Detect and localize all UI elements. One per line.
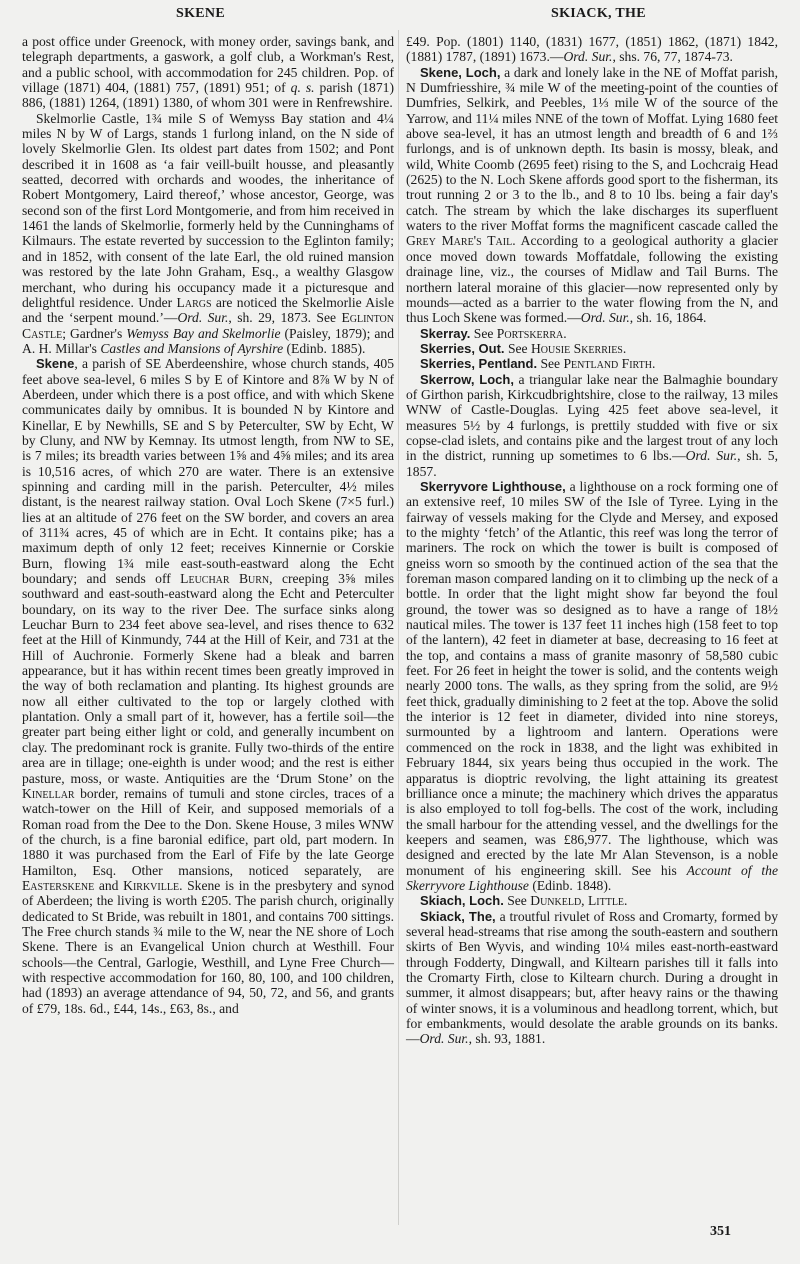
entry-headword: Skene, Loch, [420, 64, 501, 80]
entry-headword: Skerries, Pentland. [420, 356, 538, 372]
entry-text: . [624, 893, 628, 909]
cross-reference: Easterskene [22, 877, 95, 893]
column-divider [398, 30, 399, 1225]
entry-text: , sh. 93, 1881. [468, 1031, 546, 1047]
entry-text: , sh. 29, 1873. See [228, 310, 342, 326]
running-header-left: SKENE [176, 6, 225, 21]
gazetteer-entry [406, 909, 778, 1047]
entry-text: (Edinb. 1848). [528, 877, 612, 893]
entry-text: , creeping 3⅝ miles southward and east-south-eastward along the Echt and Peterculter boundary, on its way to the river Dee. The surface sinks along Leuchar Burn to 234 feet above sea-level, and rises thence to 632 feet at the Hill of Kinmundy, 744 at the Hill of Keir, and 731 at the Hill of Auchronie. Formerly Skene had a bleak and barren appearance, but it has within recent times been greatly improved in the way of both reclamation and planting. Its highest grounds are now all either cultivated to the top or largely clothed with plantation. Only a small part of it, however, has a fertile soil—the greater part being either light or cold, and generally incumbent on clay. The predominant rock is granite. Fully two-thirds of the entire area are in tillage; one-eighth is under wood; and the rest is either pasture, moss, or waste. Antiquities are the ‘Drum Stone’ on the [22, 571, 394, 786]
gazetteer-entry [406, 341, 778, 356]
entry-text: border, remains of tumuli and stone circles, traces of a watch-tower on the Hill of Keir, and supposed memorials of a Roman road from the Dee to the Don. Skene House, 3 miles WNW of the church, is a fine baronial edifice, part old, part modern. In 1880 it was purchased from the Earl of Fife by the late George Hamilton, Esq. Other mansions, noticed separately, are [22, 785, 394, 878]
entry-text: . [651, 356, 656, 372]
entry-headword: Skerries, Out. [420, 340, 505, 356]
cross-reference: Portskerra [496, 325, 564, 341]
entry-text: , sh. 16, 1864. [629, 310, 707, 326]
italic-text: Ord. Sur. [685, 448, 738, 464]
entry-text: a triangular lake near the Balmaghie boundary of Girthon parish, Kirkcudbrightshire, close to the railway, 13 miles WNW of Castle-Douglas. Lying 425 feet above sea-level, it measures 5½ by 4 furlongs, is prettily studded with five or six copse-clad islets, and contains pike and the largest trout of any loch in the district, running up sometimes to 6 lbs.— [406, 371, 778, 464]
entry-headword: Skiach, Loch. [420, 893, 504, 909]
entry-text: and [94, 877, 124, 893]
entry-text: (Edinb. 1885). [283, 340, 366, 356]
entry-text: See [503, 893, 531, 909]
entry-text: £49. Pop. (1801) 1140, (1831) 1677, (1851) 1862, (1871) 1842, (1881) 1787, (1891) 1673.— [406, 34, 778, 65]
cross-reference: Pentland Firth [563, 356, 652, 372]
gazetteer-entry [22, 34, 394, 111]
entry-text: parish (1871) 886, (1881) 1264, (1891) 1380, of whom 301 were in Renfrewshire. [22, 80, 394, 111]
cross-reference: Kinellar [22, 785, 75, 801]
gazetteer-entry [406, 893, 778, 908]
entry-text: See [470, 325, 497, 341]
entry-text: . According to a geological authority a glacier once moved down towards Moffatdale, following the existing drainage line, viz., the courses of Midlaw and Tail Burns. The northern lateral moraine of this glacier—now represented only by mounds—acted as a barrier to the water flowing from the N, and thus Loch Skene was formed.— [406, 233, 778, 326]
entry-text: a lighthouse on a rock forming one of an extensive reef, 10 miles SW of the Isle of Tyree. Lying in the fairway of vessels making for the Clyde and Mersey, and exposed to the mighty ‘fetch’ of the Atlantic, this reef was long the terror of mariners. The rock on which the tower is built is composed of gneiss worn so smooth by the continued action of the sea that the foreman mason compared landing on it to climbing up the neck of a bottle. In order that the light might show far beyond the foul ground, the tower was so designed as to have a range of 18½ nautical miles. The tower is 137 feet 11 inches high (158 feet to top of the lantern), 42 feet in diameter at base, decreasing to 16 feet at the top, and contains a mass of granite masonry of 58,580 cubic feet. For 26 feet in height the tower is solid, and the contents weigh nearly 2000 tons. The walls, as they spring from the solid, are 9½ feet thick, gradually diminishing to 2 feet at the top. Above the solid the interior is 12 feet in diameter, divided into nine storeys, surmounted by a lightroom and lantern. Operations were commenced on the rock in 1838, and the light was exhibited in February 1844, six years being thus occupied in the work. The apparatus is dioptric revolving, the light attaining its greatest brilliance once a minute; the machinery which drives the apparatus is also employed to toll fog-bells. The cost of the work, including the small harbour for the attending vessel, and the dwellings for the keepers and seamen, was £86,977. The lighthouse, which was designed and erected by the late Mr Alan Stevenson, is a noble monument of his engineering skill. See his [406, 478, 778, 878]
entry-text: , sh. 5, 1857. [406, 448, 778, 479]
italic-text: Ord. Sur. [563, 49, 613, 65]
cross-reference: Leuchar Burn [180, 571, 270, 587]
entry-text: Skelmorlie Castle, 1¾ mile S of Wemyss Bay station and 4¼ miles N by W of Largs, stands 1 furlong inland, on the N side of lovely Skelmorlie Glen. Its oldest part dates from 1502; and Pont described it in 1608 as ‘a fair veill-built housse, and pleasantly seatted, decorred with orchards and woodes, the inheritance of Robert Montgomery, Laird thereof,’ whose ancestor, George, was second son of the first Lord Montgomerie, and from him received in 1461 the lands of Skelmorlie, formerly held by the Cunninghams of Kilmaurs. The estate reverted by succession to the Eglinton family; and in 1852, with consent of the late Earl, the old ruined mansion was restored by the late John Graham, Esq., a wealthy Glasgow merchant, who during his occupancy made it a picturesque and delightful residence. Under [22, 110, 394, 310]
entry-headword: Skiack, The, [420, 908, 496, 924]
cross-reference: Largs [176, 294, 212, 310]
entry-text: a post office under Greenock, with money order, savings bank, and telegraph departments, a gaswork, a golf club, a Workman's Rest, and a public school, with accommodation for 245 children. Pop. of village (1871) 404, (1881) 757, (1891) 951; of [22, 34, 394, 96]
italic-text: Account of the Skerryvore Lighthouse [406, 862, 778, 893]
italic-text: Ord. Sur. [177, 310, 229, 326]
entry-headword: Skerrow, Loch, [420, 371, 514, 387]
gazetteer-entry [22, 356, 394, 1016]
entry-text: , a parish of SE Aberdeenshire, whose church stands, 405 feet above sea-level, 6 miles S by E of Kintore and 8⅞ W by N of Aberdeen, under which there is a post office, and with which Skene communicates daily by omnibus. It is bounded N by Kintore and Kinellar, E by Newhills, SE and S by Peterculter, SW by Echt, W by Cluny, and NW by Kemnay. Its utmost length, from NW to SE, is 7 miles; its breadth varies between 1⅝ and 4⅝ miles; and its area is 10,516 acres, of which 270 are water. There is an extensive spinning and carding mill in the parish. Peterculter, 4½ miles distant, is the nearest railway station. Oval Loch Skene (7×5 furl.) lies at an altitude of 276 feet on the SW border, and covers an area of 311¾ acres, 45 of which are in Echt. It contains pike; has a maximum depth of only 12 feet; receives Kinnernie or Corskie Burn, flowing 1¾ mile east-south-eastward along the Echt boundary; and sends off [22, 356, 394, 587]
gazetteer-entry [406, 326, 778, 341]
entry-text: . [622, 340, 627, 356]
entry-text: See [504, 340, 531, 356]
italic-text: Ord. Sur. [419, 1031, 469, 1047]
entry-text: (Paisley, 1879); and A. H. Millar's [22, 325, 394, 356]
gazetteer-entry [406, 372, 778, 479]
gazetteer-entry [406, 479, 778, 893]
cross-reference: Kirkville [123, 877, 180, 893]
entry-text: are noticed the Skelmorlie Aisle and the ‘serpent mound.’— [22, 294, 394, 326]
right-column [406, 34, 778, 1047]
running-header-right: SKIACK, THE [551, 6, 646, 21]
italic-text: Wemyss Bay and Skelmorlie [126, 325, 281, 341]
entry-text: . Skene is in the presbytery and synod of Aberdeen; the living is worth £205. The parish church, originally dedicated to St Bride, was rebuilt in 1801, and contains 700 sittings. The Free church stands ¾ mile to the W, near the NE shore of Loch Skene. There is an Evangelical Union church at Westhill. Four schools—the Central, Garlogie, Westhill, and Lyne Free Church—with respective accommodation for 160, 80, 100, and 100 children, had (1893) an average attendance of 94, 50, 72, and 56, and grants of £79, 18s. 6d., £44, 14s., £63, 8s., and [22, 877, 394, 1016]
entry-text: a troutful rivulet of Ross and Cromarty, formed by several head-streams that rise among the south-eastern and southern skirts of Ben Wyvis, and winding 10¼ miles east-north-eastward through Fodderty, Dingwall, and Kiltearn parishes till it falls into the Cromarty Firth, close to Kiltearn church. During a drought in summer, it almost disappears; but, after heavy rains or the thawing of winter snows, it is a voluminous and headlong torrent, which, but for embankments, would desolate the arable grounds on its banks.— [406, 908, 778, 1047]
gazetteer-entry [406, 65, 778, 326]
italic-text: q. s. [290, 80, 315, 96]
cross-reference: Housie Skerries [530, 340, 623, 356]
page-number: 351 [710, 1224, 731, 1239]
entry-text: ; Gardner's [62, 325, 127, 341]
cross-reference: Dunkeld, Little [530, 893, 625, 909]
entry-text: a dark and lonely lake in the NE of Moffat parish, N Dumfriesshire, ¾ mile W of the meeting-point of the counties of Dumfries, Selkirk, and Peebles, 1⅓ mile W of the source of the Yarrow, and 11¼ miles NNE of the town of Moffat. Lying 1680 feet above sea-level, it has an utmost length and breadth of 6 and 1⅔ furlongs, and is of unknown depth. Its basin is mossy, bleak, and wild, White Coomb (2695 feet) rising to the S, and Lochcraig Head (2625) to the N. Loch Skene affords good sport to the fisherman, its trout running 2 or 3 to the lb., and 8 to 10 lbs. being a fair day's catch. The stream by which the lake discharges its superfluent waters to the river Moffat forms the magnificent cascade called the [406, 64, 778, 234]
gazetteer-entry [22, 111, 394, 357]
entry-text: See [537, 356, 564, 372]
gazetteer-entry [406, 34, 778, 65]
entry-text: , shs. 76, 77, 1874-73. [612, 49, 733, 65]
entry-headword: Skerryvore Lighthouse, [420, 478, 566, 494]
italic-text: Ord. Sur. [580, 310, 630, 326]
entry-headword: Skerray. [420, 325, 471, 341]
entry-text: . [563, 325, 567, 341]
gazetteer-entry [406, 356, 778, 371]
italic-text: Castles and Mansions of Ayrshire [100, 340, 284, 356]
cross-reference: Grey Mare's Tail [406, 233, 513, 249]
cross-reference: Eglinton Castle [22, 310, 394, 341]
left-column [22, 34, 394, 1016]
entry-headword: Skene [36, 356, 75, 372]
